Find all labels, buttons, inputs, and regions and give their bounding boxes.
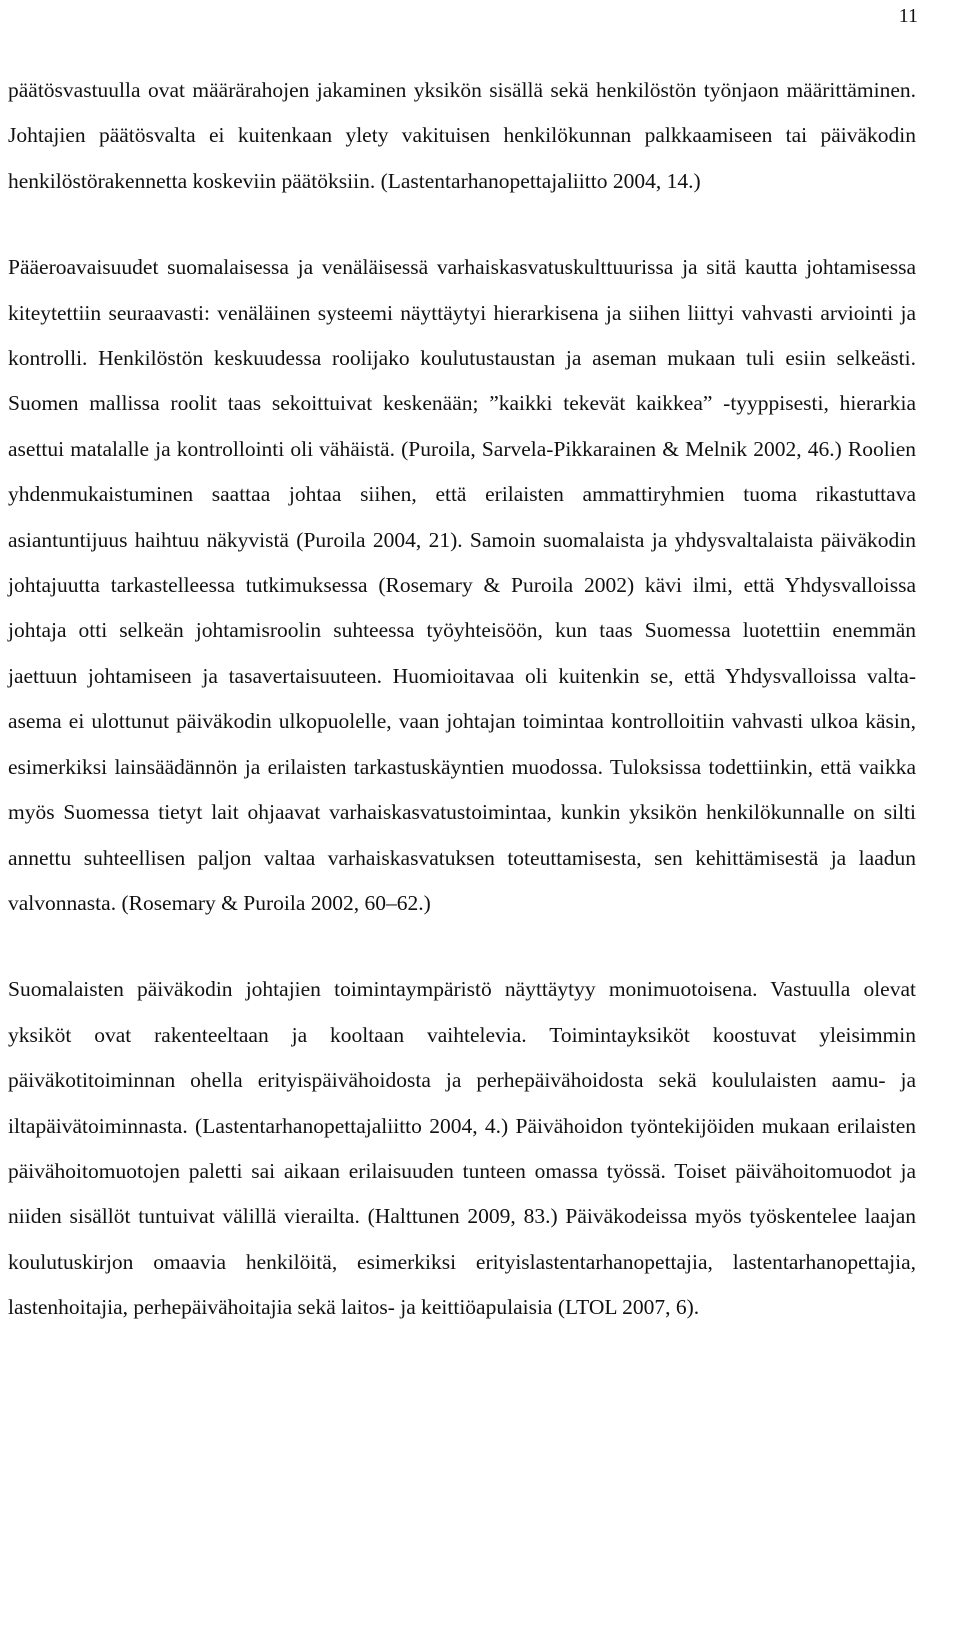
page-number: 11 <box>898 5 918 27</box>
paragraph-3: Suomalaisten päiväkodin johtajien toimintaympäristö näyttäytyy monimuotoisena. Vastuulla olevat yksiköt ovat rakenteeltaan ja kooltaan vaihtelevia. Toimintayksiköt koostuvat yleisimmin päiväkotitoiminnan ohella erityispäivähoidosta ja perhepäivähoidosta sekä koululaisten aamu- ja iltapäivätoiminnasta. (Lastentarhanopettajaliitto 2004, 4.) Päivähoidon työntekijöiden mukaan erilaisten päivähoitomuotojen paletti sai aikaan erilaisuuden tunteen omassa työssä. Toiset päivähoitomuodot ja niiden sisällöt tuntuivat välillä vierailta. (Halttunen 2009, 83.) Päiväkodeissa myös työskentelee laajan koulutuskirjon omaavia henkilöitä, esimerkiksi erityislastentarhanopettajia, lastentarhanopettajia, lastenhoitajia, perhepäivähoitajia sekä laitos- ja keittiöapulaisia (LTOL 2007, 6). <box>8 977 916 1320</box>
paragraph-1: päätösvastuulla ovat määrärahojen jakaminen yksikön sisällä sekä henkilöstön työnjaon määrittäminen. Johtajien päätösvalta ei kuitenkaan ylety vakituisen henkilökunnan palkkaamiseen tai päiväkodin henkilöstörakennetta koskeviin päätöksiin. (Lastentarhanopettajaliitto 2004, 14.) <box>8 78 916 193</box>
document-body <box>8 68 916 1331</box>
paragraph-2: Pääeroavaisuudet suomalaisessa ja venäläisessä varhaiskasvatuskulttuurissa ja sitä kautta johtamisessa kiteytettiin seuraavasti: venäläinen systeemi näyttäytyi hierarkisena ja siihen liittyi vahvasti arviointi ja kontrolli. Henkilöstön keskuudessa roolijako koulutustaustan ja aseman mukaan tuli esiin selkeästi. Suomen mallissa roolit taas sekoittuivat keskenään; ”kaikki tekevät kaikkea” -tyyppisesti, hierarkia asettui matalalle ja kontrollointi oli vähäistä. (Puroila, Sarvela-Pikkarainen & Melnik 2002, 46.) Roolien yhdenmukaistuminen saattaa johtaa siihen, että erilaisten ammattiryhmien tuoma rikastuttava asiantuntijuus haihtuu näkyvistä (Puroila 2004, 21). Samoin suomalaista ja yhdysvaltalaista päiväkodin johtajuutta tarkastelleessa tutkimuksessa (Rosemary & Puroila 2002) kävi ilmi, että Yhdysvalloissa johtaja otti selkeän johtamisroolin suhteessa työyhteisöön, kun taas Suomessa luotettiin enemmän jaettuun johtamiseen ja tasavertaisuuteen. Huomioitavaa oli kuitenkin se, että Yhdysvalloissa valta-asema ei ulottunut päiväkodin ulkopuolelle, vaan johtajan toimintaa kontrolloitiin vahvasti ulkoa käsin, esimerkiksi lainsäädännön ja erilaisten tarkastuskäyntien muodossa. Tuloksissa todettiinkin, että vaikka myös Suomessa tietyt lait ohjaavat varhaiskasvatustoimintaa, kunkin yksikön henkilökunnalle on silti annettu suhteellisen paljon valtaa varhaiskasvatuksen toteuttamisesta, sen kehittämisestä ja laadun valvonnasta. (Rosemary & Puroila 2002, 60–62.) <box>8 255 916 915</box>
